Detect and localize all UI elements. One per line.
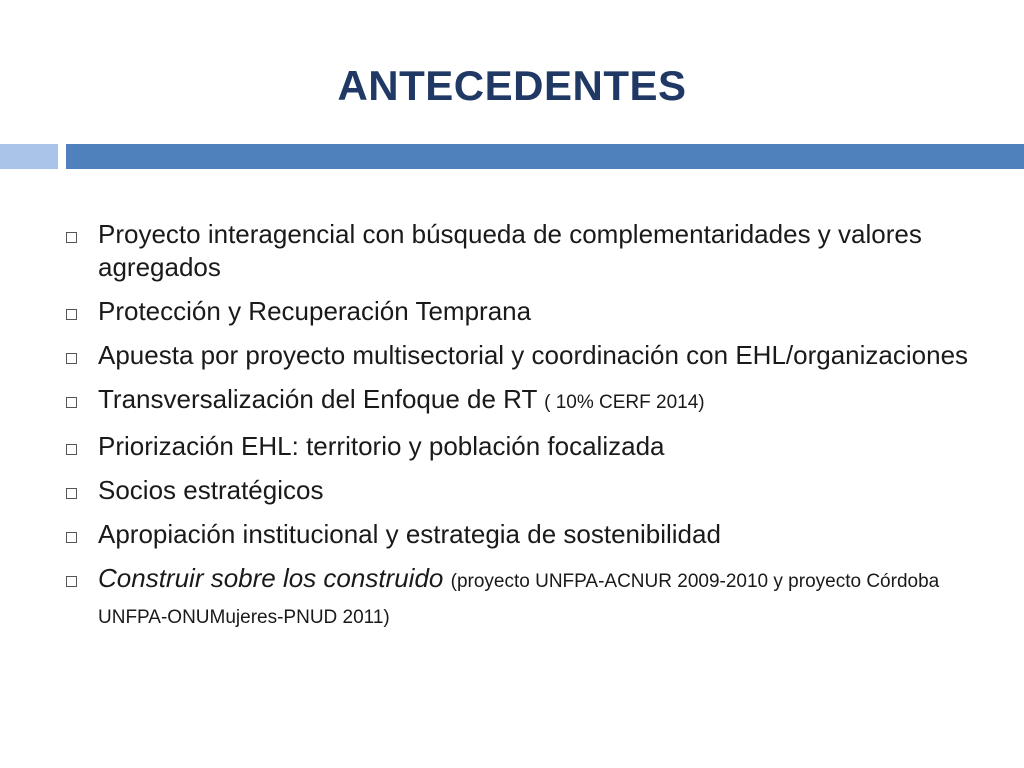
bullet-item	[62, 562, 982, 634]
bullet-item	[62, 295, 982, 328]
bullet-text: Proyecto interagencial con búsqueda de complementaridades y valores agregados	[98, 219, 922, 282]
bullet-text: Transversalización del Enfoque de RT	[98, 384, 537, 414]
bullet-item	[62, 383, 982, 419]
title-underline-bar	[66, 144, 1024, 169]
bullet-text: Apuesta por proyecto multisectorial y coordinación con EHL/organizaciones	[98, 340, 969, 370]
bullet-note: ( 10% CERF 2014)	[544, 392, 705, 413]
bullet-item	[62, 218, 982, 284]
bullet-item	[62, 474, 982, 507]
bullet-text: Protección y Recuperación Temprana	[98, 296, 532, 326]
bullet-note: (proyecto UNFPA-ACNUR 2009-2010 y proyecto Córdoba UNFPA-ONUMujeres-PNUD 2011)	[98, 571, 940, 628]
square-outline-icon	[66, 232, 77, 243]
square-outline-icon	[66, 353, 77, 364]
square-outline-icon	[66, 488, 77, 499]
bullet-list	[62, 218, 982, 645]
square-outline-icon	[66, 576, 77, 587]
square-outline-icon	[66, 397, 77, 408]
bullet-text: Apropiación institucional y estrategia de sostenibilidad	[98, 519, 721, 549]
bullet-item	[62, 518, 982, 551]
square-outline-icon	[66, 444, 77, 455]
bullet-item	[62, 339, 982, 372]
square-outline-icon	[66, 532, 77, 543]
square-outline-icon	[66, 309, 77, 320]
bullet-item	[62, 430, 982, 463]
slide-title: ANTECEDENTES	[337, 62, 687, 109]
title-underline-accent	[0, 144, 58, 169]
bullet-text: Construir sobre los construido	[98, 563, 444, 593]
bullet-text: Socios estratégicos	[98, 475, 324, 505]
bullet-text: Priorización EHL: territorio y población focalizada	[98, 431, 665, 461]
